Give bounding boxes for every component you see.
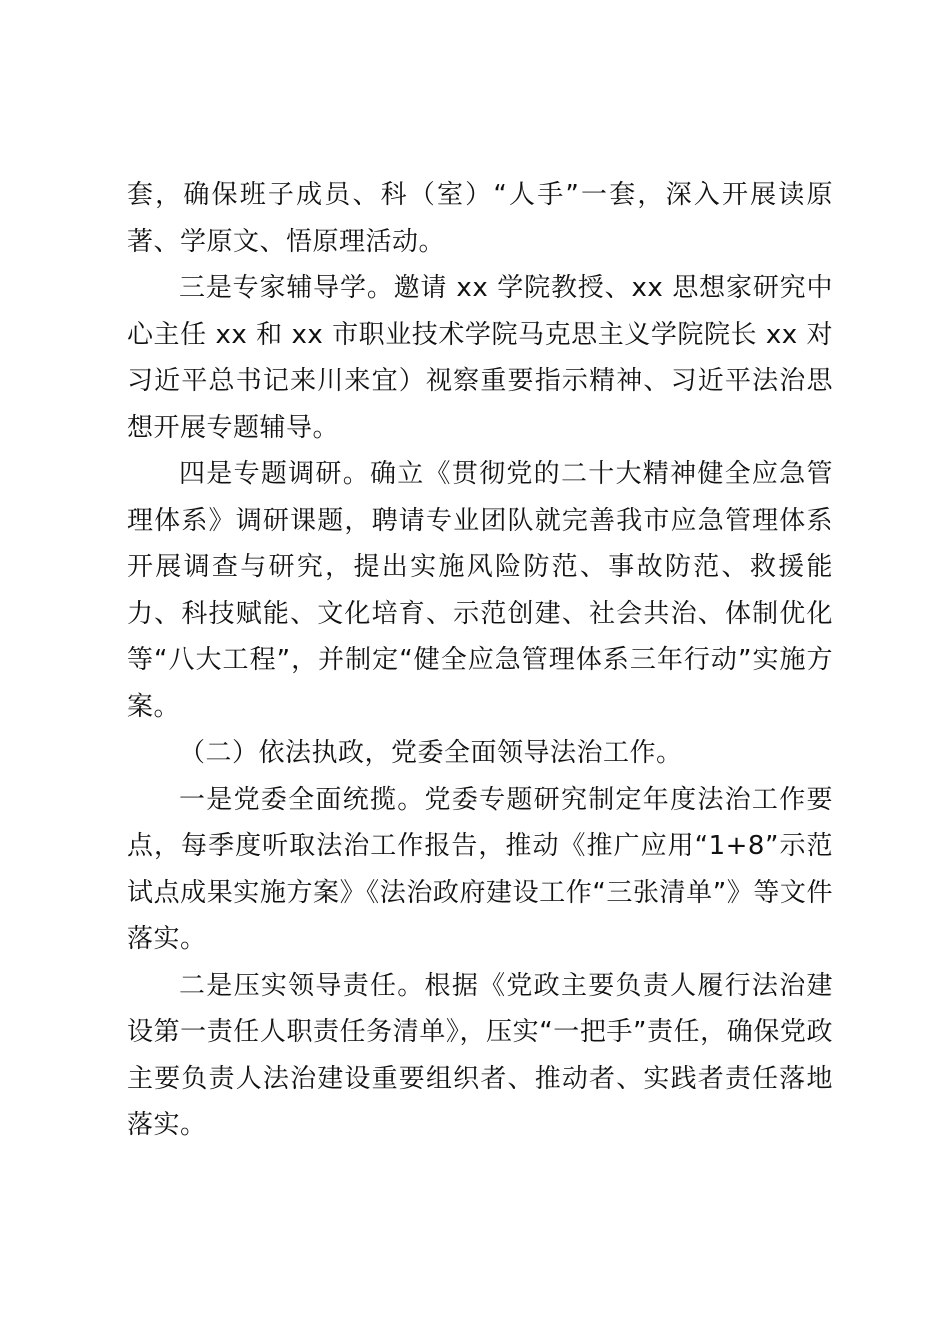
paragraph-expert-guidance: 三是专家辅导学。邀请 xx 学院教授、xx 思想家研究中心主任 xx 和 xx 市职业技术学院马克思主义学院院长 xx 对习近平总书记来川来宜）视察重要指示精神、习近平法治思想开展专题辅导。 (127, 273, 833, 443)
paragraph-continuation: 套，确保班子成员、科（室）“人手”一套，深入开展读原著、学原文、悟原理活动。 (127, 180, 833, 257)
paragraph-leadership-responsibility: 二是压实领导责任。根据《党政主要负责人履行法治建设第一责任人职责任务清单》，压实“一把手”责任，确保党政主要负责人法治建设重要组织者、推动者、实践者责任落地落实。 (127, 970, 833, 1140)
document-body (127, 172, 833, 1149)
section-heading-rule-by-law: （二）依法执政，党委全面领导法治工作。 (179, 738, 683, 768)
paragraph-party-committee-leadership: 一是党委全面统揽。党委专题研究制定年度法治工作要点，每季度听取法治工作报告，推动《推广应用“1+8”示范试点成果实施方案》《法治政府建设工作“三张清单”》等文件落实。 (127, 784, 833, 954)
paragraph-special-research: 四是专题调研。确立《贯彻党的二十大精神健全应急管理体系》调研课题，聘请专业团队就完善我市应急管理体系开展调查与研究，提出实施风险防范、事故防范、救援能力、科技赋能、文化培育、示范创建、社会共治、体制优化等“八大工程”，并制定“健全应急管理体系三年行动”实施方案。 (127, 459, 833, 722)
